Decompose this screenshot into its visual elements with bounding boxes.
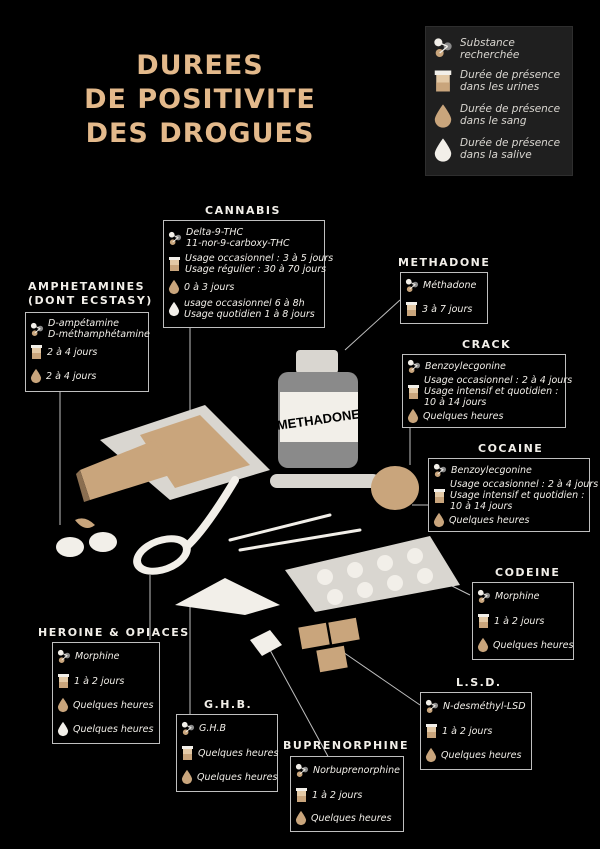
- ghb-substance: [181, 721, 226, 735]
- blood-drop-icon: [295, 810, 307, 826]
- box-lsd: [420, 692, 532, 770]
- cocaine-blood-text: Quelques heures: [449, 514, 530, 526]
- amphetamines-urine-text: 2 à 4 jours: [47, 346, 98, 358]
- title-line-1: DUREES: [136, 50, 264, 81]
- urine-cup-icon: [407, 384, 420, 400]
- saliva-drop-icon: [168, 301, 180, 317]
- label-buprenorphine: BUPRENORPHINE: [283, 739, 409, 752]
- crack-blood-text: Quelques heures: [423, 410, 504, 422]
- heroine-saliva: [57, 721, 153, 737]
- box-ghb: [176, 714, 278, 792]
- legend-text: Durée de présence dans les urines: [460, 69, 561, 93]
- cocaine-substance-text: Benzoylecgonine: [451, 464, 532, 476]
- urine-cup-icon: [425, 723, 438, 739]
- urine-cup-icon: [30, 344, 43, 360]
- methadone-bottle: [276, 350, 361, 468]
- codeine-urine-text: 1 à 2 jours: [494, 615, 545, 627]
- box-crack: [402, 354, 573, 428]
- dosing-spoon: [270, 466, 419, 510]
- box-methadone: [400, 272, 488, 324]
- urine-cup-icon: [168, 256, 181, 272]
- box-codeine: [472, 582, 574, 660]
- amphetamines-substance-1: D-ampétamine: [48, 318, 119, 329]
- blood-drop-icon: [168, 279, 180, 295]
- label-amphetamines: AMPHETAMINES: [28, 280, 146, 293]
- blood-drop-icon: [425, 747, 437, 763]
- heroine-blood: [57, 697, 153, 713]
- cocaine-substance: [433, 463, 532, 477]
- ghb-urine-text: Quelques heures: [198, 747, 279, 759]
- label-cannabis: CANNABIS: [205, 204, 281, 217]
- cannabis-blood-text: 0 à 3 jours: [184, 281, 235, 293]
- buprenorphine-substance-text: Norbuprenorphine: [313, 764, 400, 776]
- cannabis-urine-2: Usage régulier : 30 à 70 jours: [185, 264, 327, 275]
- legend-text: Durée de présence dans la salive: [460, 137, 561, 161]
- molecule-icon: [407, 359, 421, 373]
- heroine-urine: [57, 673, 124, 689]
- molecule-icon: [295, 763, 309, 777]
- cocaine-urine: [433, 479, 598, 512]
- molecule-icon: [405, 278, 419, 292]
- cannabis-substance-2: 11-nor-9-carboxy-THC: [186, 238, 290, 249]
- buprenorphine-blood-text: Quelques heures: [311, 812, 392, 824]
- urine-cup-icon: [405, 301, 418, 317]
- methadone-urine-text: 3 à 7 jours: [422, 303, 473, 315]
- lsd-urine-text: 1 à 2 jours: [442, 725, 493, 737]
- pill-blister: [285, 536, 460, 612]
- amphetamines-blood: [30, 368, 96, 384]
- molecule-icon: [477, 589, 491, 603]
- blood-drop-icon: [30, 368, 42, 384]
- cocaine-urine-2: Usage intensif et quotidien :: [450, 490, 585, 501]
- heroine-urine-text: 1 à 2 jours: [74, 675, 125, 687]
- codeine-substance-text: Morphine: [495, 590, 540, 602]
- buprenorphine-blood: [295, 810, 391, 826]
- label-codeine: CODEINE: [495, 566, 561, 579]
- crack-substance-text: Benzoylecgonine: [425, 360, 506, 372]
- urine-cup-icon: [477, 613, 490, 629]
- crack-urine-1: Usage occasionnel : 2 à 4 jours: [424, 375, 573, 386]
- cannabis-blood: [168, 279, 234, 295]
- cannabis-saliva-1: usage occasionnel 6 à 8h: [184, 298, 305, 309]
- crack-urine-3: 10 à 14 jours: [424, 397, 487, 408]
- label-crack: CRACK: [462, 338, 512, 351]
- heroine-saliva-text: Quelques heures: [73, 723, 154, 735]
- label-heroine: HEROINE & OPIACES: [38, 626, 190, 639]
- cocaine-urine-3: 10 à 14 jours: [450, 501, 513, 512]
- lsd-blood: [425, 747, 521, 763]
- box-cocaine: [428, 458, 599, 532]
- cocaine-urine-1: Usage occasionnel : 2 à 4 jours: [450, 479, 599, 490]
- cannabis-substance: [168, 227, 290, 249]
- blood-drop-icon: [433, 512, 445, 528]
- blood-drop-icon: [57, 697, 69, 713]
- lsd-blotter: [298, 618, 359, 673]
- cannabis-urine-1: Usage occasionnel : 3 à 5 jours: [185, 253, 334, 264]
- ghb-powder: [175, 578, 280, 615]
- codeine-urine: [477, 613, 544, 629]
- lsd-blood-text: Quelques heures: [441, 749, 522, 761]
- lsd-urine: [425, 723, 492, 739]
- title-line-3: DES DROGUES: [85, 118, 315, 149]
- box-cannabis: [163, 220, 334, 328]
- amphetamines-substance: [30, 318, 150, 340]
- buprenorphine-substance: [295, 763, 400, 777]
- ghb-blood: [181, 769, 277, 785]
- label-ghb: G.H.B.: [204, 698, 253, 711]
- ghb-blood-text: Quelques heures: [197, 771, 278, 783]
- crack-urine: [407, 375, 572, 408]
- heroine-blood-text: Quelques heures: [73, 699, 154, 711]
- powder-bag: [76, 405, 270, 502]
- title-line-2: DE POSITIVITE: [84, 84, 316, 115]
- cannabis-saliva-2: Usage quotidien 1 à 8 jours: [184, 309, 315, 320]
- methadone-substance: [405, 278, 476, 292]
- cocaine-blood: [433, 512, 529, 528]
- urine-cup-icon: [295, 787, 308, 803]
- legend-text: Substance recherchée: [460, 37, 520, 61]
- heroine-substance-text: Morphine: [75, 650, 120, 662]
- ghb-urine: [181, 745, 278, 761]
- box-heroine: [52, 642, 160, 744]
- lsd-substance: [425, 699, 526, 713]
- urine-cup-icon: [57, 673, 70, 689]
- molecule-icon: [425, 699, 439, 713]
- box-amphetamines: [25, 312, 149, 392]
- urine-cup-icon: [433, 488, 446, 504]
- urine-cup-icon: [181, 745, 194, 761]
- heroine-substance: [57, 649, 119, 663]
- codeine-substance: [477, 589, 539, 603]
- lsd-substance-text: N-desméthyl-LSD: [443, 700, 526, 712]
- bottle-label: METHADONE: [275, 406, 361, 433]
- methadone-substance-text: Méthadone: [423, 279, 477, 291]
- ghb-substance-text: G.H.B: [199, 722, 227, 734]
- cannabis-substance-1: Delta-9-THC: [186, 227, 244, 238]
- codeine-blood: [477, 637, 573, 653]
- molecule-icon: [30, 322, 44, 336]
- molecule-icon: [57, 649, 71, 663]
- crack-blood: [407, 408, 503, 424]
- blood-drop-icon: [181, 769, 193, 785]
- cocaine-lines: [230, 515, 360, 550]
- amphetamines-blood-text: 2 à 4 jours: [46, 370, 97, 382]
- codeine-blood-text: Quelques heures: [493, 639, 574, 651]
- saliva-drop-icon: [57, 721, 69, 737]
- amphetamines-substance-2: D-méthamphétamine: [48, 329, 150, 340]
- buprenorphine-urine: [295, 787, 362, 803]
- molecule-icon: [181, 721, 195, 735]
- cannabis-saliva: [168, 298, 315, 320]
- buprenorphine-urine-text: 1 à 2 jours: [312, 789, 363, 801]
- blood-drop-icon: [407, 408, 419, 424]
- label-methadone: METHADONE: [398, 256, 491, 269]
- label-lsd: L.S.D.: [456, 676, 502, 689]
- blood-drop-icon: [477, 637, 489, 653]
- label-amphetamines-sub: (DONT ECSTASY): [28, 294, 153, 307]
- molecule-icon: [168, 231, 182, 245]
- label-cocaine: COCAINE: [478, 442, 544, 455]
- amphetamines-urine: [30, 344, 97, 360]
- crack-urine-2: Usage intensif et quotidien :: [424, 386, 559, 397]
- legend-text: Durée de présence dans le sang: [460, 103, 561, 127]
- methadone-urine: [405, 301, 472, 317]
- molecule-icon: [433, 463, 447, 477]
- box-buprenorphine: [290, 756, 404, 832]
- cannabis-urine: [168, 253, 333, 275]
- crack-substance: [407, 359, 506, 373]
